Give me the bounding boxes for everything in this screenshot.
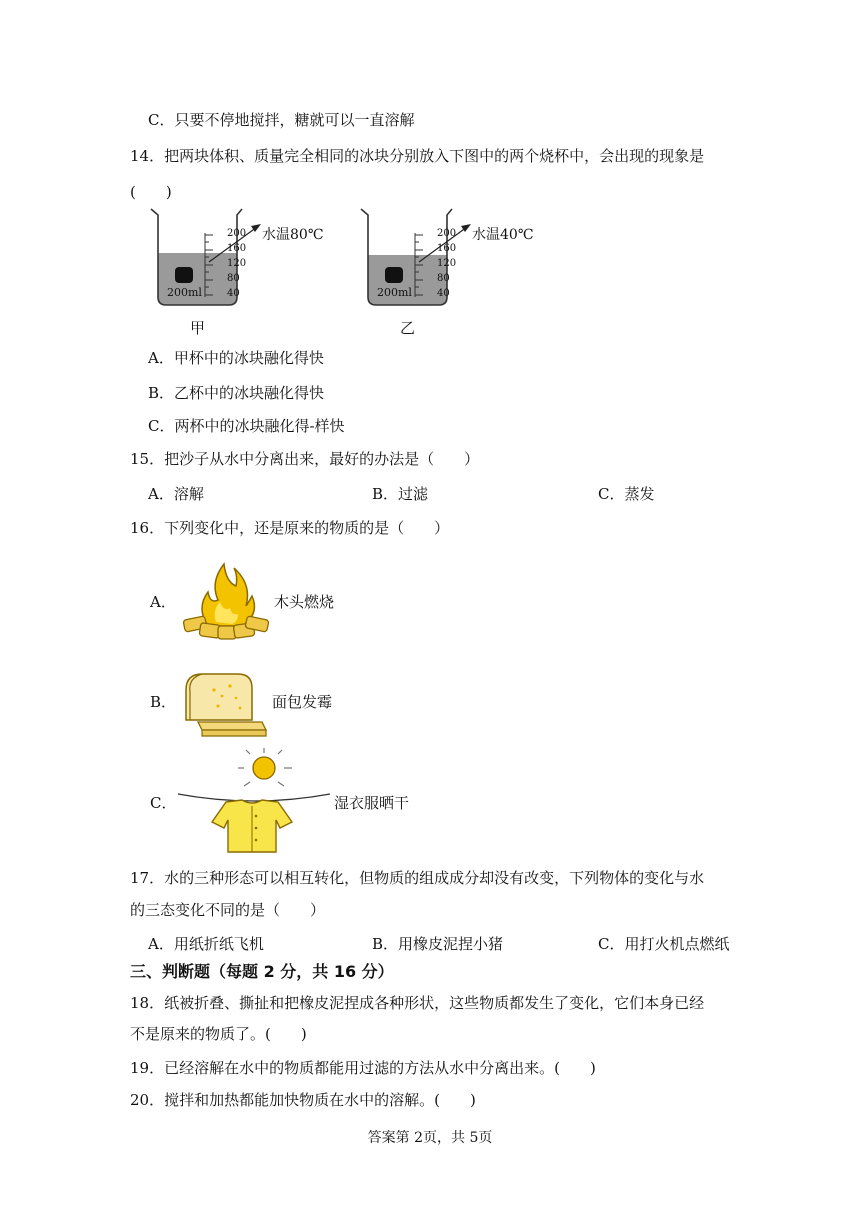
q18-line1: 18．纸被折叠、撕扯和把橡皮泥捏成各种形状，这些物质都发生了变化，它们本身已经 (130, 994, 705, 1012)
tick-160-yi: 160 (437, 243, 457, 254)
section-title: 三、判断题（每题 2 分，共 16 分） (130, 962, 394, 981)
q14-stem-line1: 14．把两块体积、质量完全相同的冰块分别放入下图中的两个烧杯中，会出现的现象是 (130, 147, 705, 165)
q17-option-a: A．用纸折纸飞机 (148, 935, 264, 953)
q16-option-a-text: 木头燃烧 (274, 593, 335, 611)
q16-option-c-letter: C． (150, 794, 177, 812)
q19-text: 19．已经溶解在水中的物质都能用过滤的方法从水中分离出来。( ) (130, 1059, 596, 1077)
drying-clothes-icon (174, 744, 334, 856)
volume-label-jia: 200ml (167, 286, 202, 299)
caption-jia: 甲 (190, 319, 206, 337)
sun-icon (253, 757, 275, 779)
ice-cube (385, 267, 403, 283)
q14-option-c: C．两杯中的冰块融化得-样快 (148, 417, 345, 435)
tick-120-jia: 120 (227, 258, 247, 269)
tick-80-yi: 80 (437, 273, 450, 284)
q16-option-c-text: 湿衣服晒干 (334, 794, 410, 812)
q15-option-b: B．过滤 (372, 485, 429, 503)
tick-80-jia: 80 (227, 273, 240, 284)
q18-line2: 不是原来的物质了。( ) (130, 1025, 307, 1043)
q17-option-b: B．用橡皮泥捏小猪 (372, 935, 504, 953)
bread-icon (178, 668, 270, 738)
tick-40-jia: 40 (227, 288, 240, 299)
q17-option-c: C．用打火机点燃纸 (598, 935, 730, 953)
temp-label-yi: 水温40℃ (472, 227, 534, 243)
q16-option-b-text: 面包发霉 (272, 693, 333, 711)
q16-stem: 16．下列变化中，还是原来的物质的是（ ） (130, 519, 450, 537)
ice-cube (175, 267, 193, 283)
q14-option-b: B．乙杯中的冰块融化得快 (148, 384, 325, 402)
page-footer: 答案第 2页，共 5页 (367, 1130, 493, 1146)
tick-160-jia: 160 (227, 243, 247, 254)
q14-option-a: A．甲杯中的冰块融化得快 (148, 349, 324, 367)
q15-stem: 15．把沙子从水中分离出来，最好的办法是（ ） (130, 450, 480, 468)
q15-option-c: C．蒸发 (598, 485, 655, 503)
clothesline (178, 794, 330, 801)
q13-option-c: C．只要不停地搅拌，糖就可以一直溶解 (148, 111, 415, 129)
temp-label-jia: 水温80℃ (262, 227, 324, 243)
q15-option-a: A．溶解 (148, 485, 204, 503)
tick-40-yi: 40 (437, 288, 450, 299)
q16-option-b-letter: B． (150, 693, 177, 711)
q17-stem-line1: 17．水的三种形态可以相互转化，但物质的组成成分却没有改变，下列物体的变化与水 (130, 869, 705, 887)
caption-yi: 乙 (400, 319, 416, 337)
volume-label-yi: 200ml (377, 286, 412, 299)
tick-120-yi: 120 (437, 258, 457, 269)
q14-stem-line2: ( ) (130, 183, 172, 201)
q20-text: 20．搅拌和加热都能加快物质在水中的溶解。( ) (130, 1091, 476, 1109)
tick-200-yi: 200 (437, 228, 457, 239)
q16-option-a-letter: A． (150, 593, 176, 611)
tick-200-jia: 200 (227, 228, 247, 239)
q17-stem-line2: 的三态变化不同的是（ ） (130, 901, 326, 919)
campfire-icon (180, 556, 270, 642)
